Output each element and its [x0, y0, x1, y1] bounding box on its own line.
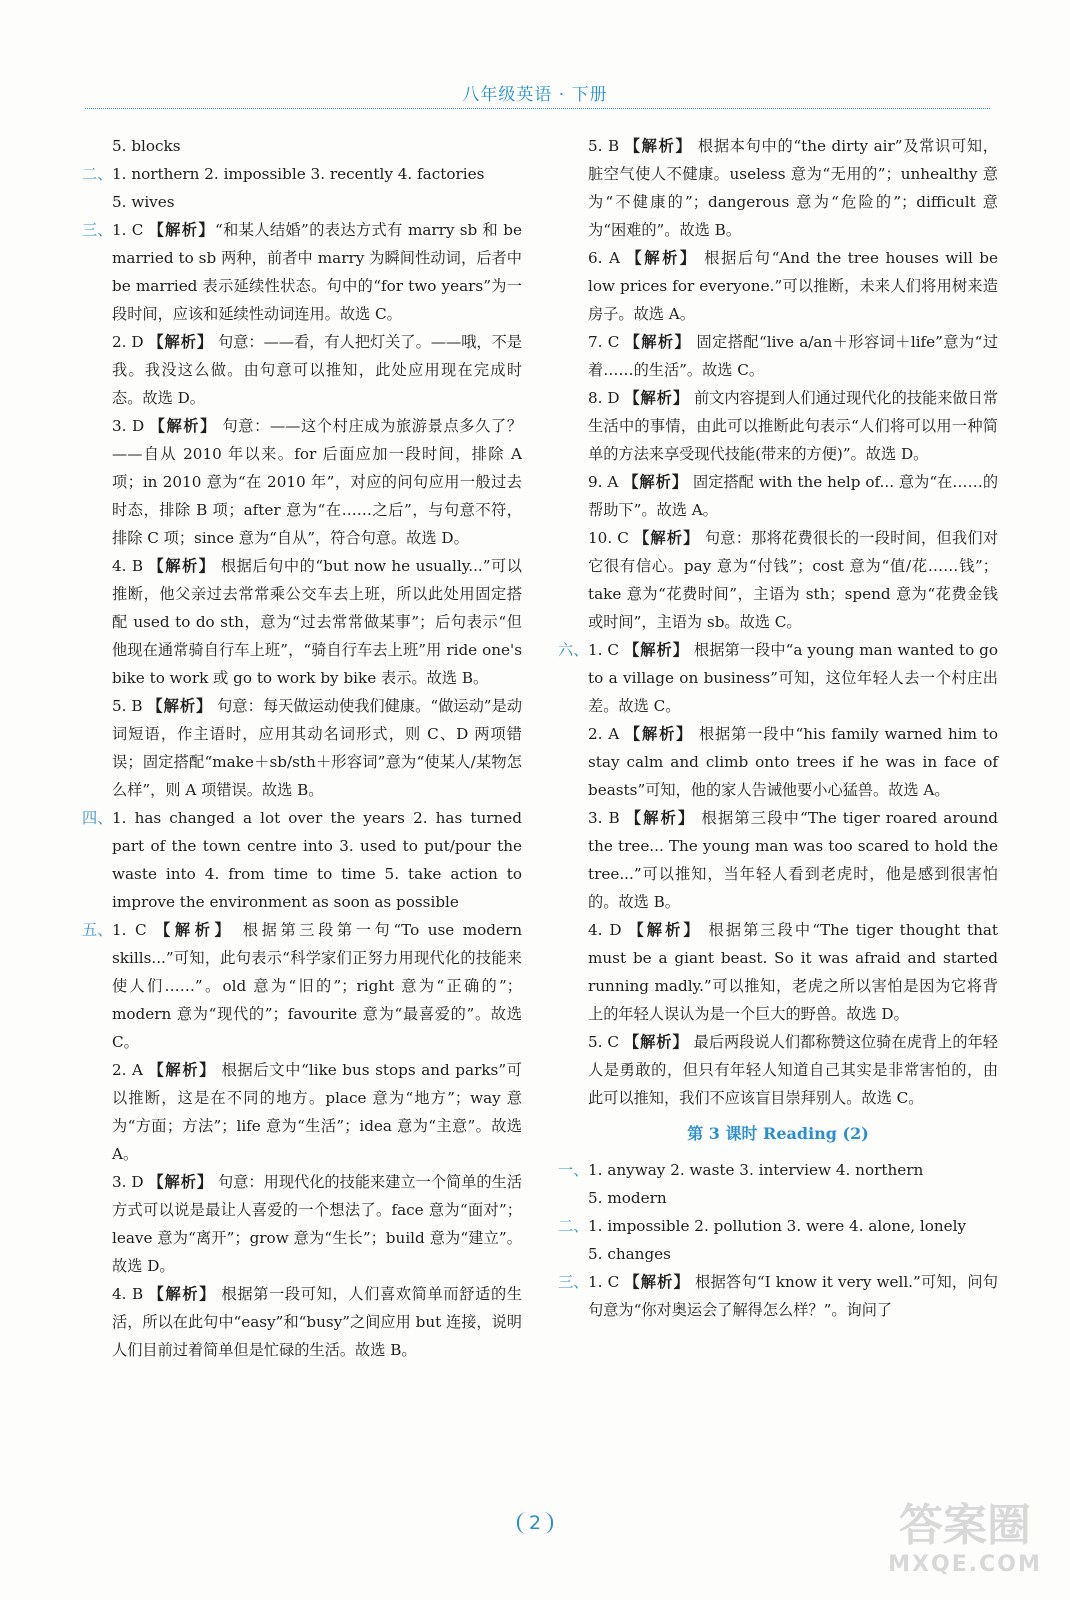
answer-text: 3. B 【解析】 根据第三段中“The tiger roared around the tree... The young man was too scared to hold the tree...”可以推知，当年轻人看到老虎时，他是感到很害怕的。故选 B。 — [588, 809, 999, 911]
answer-item — [82, 804, 522, 916]
answer-item — [82, 188, 522, 216]
answer-item — [82, 916, 522, 1056]
analysis-tag: 【解析】 — [147, 697, 213, 715]
section-number: 五、 — [82, 921, 113, 939]
answer-text: 3. D 【解析】 句意：——这个村庄成为旅游景点多久了？——自从 2010 年以来。for 后面应加一段时间，排除 A 项；in 2010 意为“在 2010 年”，对应的问句应用一般过去时态，排除 B 项；after 意为“在……之后”，与句意不符，排除 C 项；since 意为“自从”，符合句意。故选 D。 — [112, 417, 523, 547]
answer-item — [82, 552, 522, 692]
analysis-tag: 【解析】 — [623, 641, 690, 659]
analysis-tag: 【解析】 — [148, 557, 216, 575]
answer-item — [558, 468, 998, 524]
analysis-tag: 【解析】 — [149, 417, 217, 435]
answer-text: 5. C 【解析】 最后两段说人们都称赞这位骑在虎背上的年轻人是勇敢的，但只有年轻人知道自己其实是非常害怕的，由此可以推知，我们不应该盲目崇拜别人。故选 C。 — [588, 1033, 998, 1107]
answer-item — [558, 524, 998, 636]
analysis-tag: 【解析】 — [624, 1273, 691, 1291]
analysis-tag: 【解析】 — [633, 529, 700, 547]
analysis-tag: 【解析】 — [624, 333, 692, 351]
answer-text: 5. B 【解析】 根据本句中的“the dirty air”及常识可知，脏空气使人不健康。useless 意为“无用的”；unhealthy 意为“不健康的”；dangerous 意为“危险的”；difficult 意为“困难的”。故选 B。 — [588, 137, 998, 239]
watermark-logo — [870, 1500, 1060, 1595]
answer-item — [558, 1156, 998, 1184]
answer-item — [558, 1212, 998, 1240]
answer-item — [82, 1280, 522, 1364]
answer-text: 2. A 【解析】 根据第一段中“his family warned him to stay calm and climb onto trees if he was in face of beasts”可知，他的家人告诫他要小心猛兽。故选 A。 — [588, 725, 998, 799]
analysis-tag: 【解析】 — [155, 921, 235, 939]
analysis-tag: 【解析】 — [148, 1285, 217, 1303]
section-number: 四、 — [82, 809, 113, 827]
analysis-tag: 【解析】 — [148, 333, 214, 351]
section-number: 三、 — [82, 221, 113, 239]
running-header: 八年级英语 · 下册 — [462, 85, 608, 105]
answer-item — [82, 132, 522, 160]
answer-text: 1. northern 2. impossible 3. recently 4. factories — [112, 165, 485, 183]
answer-text: 10. C 【解析】 句意：那将花费很长的一段时间，但我们对它很有信心。pay 意为“付钱”；cost 意为“值/花……钱”；take 意为“花费时间”，主语为 sth；spend 意为“花费金钱或时间”，主语为 sb。故选 C。 — [588, 529, 999, 631]
answer-item — [82, 412, 522, 552]
right-column — [558, 132, 998, 1324]
answer-item — [558, 132, 998, 244]
answer-text: 6. A 【解析】 根据后句“And the tree houses will be low prices for everyone.”可以推断，未来人们将用树来造房子。故选 A。 — [588, 249, 999, 323]
analysis-tag: 【解析】 — [626, 249, 698, 267]
analysis-tag: 【解析】 — [624, 725, 694, 743]
analysis-tag: 【解析】 — [148, 221, 215, 239]
page-number-text: 2 — [517, 1512, 553, 1534]
answer-item — [82, 692, 522, 804]
analysis-tag: 【解析】 — [628, 921, 702, 939]
section-number: 二、 — [558, 1217, 589, 1235]
answer-text: 1. C 【解析】 根据第一段中“a young man wanted to go to a village on business”可知，这位年轻人去一个村庄出差。故选 C。 — [588, 641, 998, 715]
answer-item — [558, 1028, 998, 1112]
watermark-line1: 答案圈 — [899, 1500, 1031, 1551]
section-title: 第 3 课时 Reading (2) — [687, 1124, 869, 1143]
answer-text: 3. D 【解析】 句意：用现代化的技能来建立一个简单的生活方式可以说是最让人喜爱的一个想法了。face 意为“面对”；leave 意为“离开”；grow 意为“生长”；build 意为“建立”。故选 D。 — [112, 1173, 523, 1275]
answer-item — [558, 244, 998, 328]
section-number: 二、 — [82, 165, 113, 183]
section-number: 三、 — [558, 1273, 589, 1291]
answer-text: 2. A 【解析】 根据后文中“like bus stops and parks”可以推断，这是在不同的地方。place 意为“地方”；way 意为“方面；方法”；life 意为“生活”；idea 意为“主意”。故选 A。 — [112, 1061, 522, 1163]
answer-item — [558, 384, 998, 468]
answer-item — [558, 720, 998, 804]
answer-item — [82, 216, 522, 328]
answer-item — [558, 804, 998, 916]
answer-text: 1. C 【解析】 根据答句“I know it very well.”可知，问句句意为“你对奥运会了解得怎么样？”。询问了 — [588, 1273, 998, 1319]
answer-text: 4. D 【解析】 根据第三段中“The tiger thought that must be a giant beast. So it was afraid and started running madly.”可以推知，老虎之所以害怕是因为它将背上的年轻人误认为是一个巨大的野兽。故选 D。 — [588, 921, 999, 1023]
answer-text: 2. D 【解析】 句意：——看，有人把灯关了。——哦，不是我。我没这么做。由句意可以推知，此处应用现在完成时态。故选 D。 — [112, 333, 523, 407]
answer-item — [82, 1168, 522, 1280]
analysis-tag: 【解析】 — [623, 1033, 689, 1051]
section-number: 六、 — [558, 641, 589, 659]
analysis-tag: 【解析】 — [625, 809, 696, 827]
answer-item — [558, 328, 998, 384]
answer-item — [82, 160, 522, 188]
answer-item — [558, 1268, 998, 1324]
analysis-tag: 【解析】 — [623, 473, 689, 491]
answer-text: 4. B 【解析】 根据后句中的“but now he usually...”可以推断，他父亲过去常常乘公交车去上班，所以此处用固定搭配 used to do sth，意为“过去常常做某事”；后句表示“但他现在通常骑自行车上班”，“骑自行车去上班”用 ride one's bike to work 或 go to work by bike 表示。故选 B。 — [112, 557, 522, 687]
answer-item — [82, 1056, 522, 1168]
analysis-tag: 【解析】 — [624, 137, 693, 155]
answer-text: 4. B 【解析】 根据第一段可知，人们喜欢简单而舒适的生活，所以在此句中“easy”和“busy”之间应用 but 连接，说明人们目前过着简单但是忙碌的生活。故选 B。 — [112, 1285, 523, 1359]
answer-text: 1. anyway 2. waste 3. interview 4. northern — [588, 1161, 924, 1179]
section-number: 一、 — [558, 1161, 589, 1179]
answer-text: 7. C 【解析】 固定搭配“live a/an＋形容词＋life”意为“过着……的生活”。故选 C。 — [588, 333, 999, 379]
answer-item — [82, 328, 522, 412]
answer-item — [558, 916, 998, 1028]
watermark-line2: MXQE.COM — [888, 1552, 1042, 1577]
answer-text: 1. has changed a lot over the years 2. has turned part of the town centre into 3. used to put/pour the waste into 4. from time to time 5. take action to improve the environment as soon as possible — [112, 809, 522, 911]
answer-text: 8. D 【解析】 前文内容提到人们通过现代化的技能来做日常生活中的事情，由此可以推断此句表示“人们将可以用一种简单的方法来享受现代技能(带来的方便)”。故选 D。 — [588, 389, 999, 463]
header-divider — [85, 108, 990, 109]
analysis-tag: 【解析】 — [624, 389, 690, 407]
answer-text: 5. modern — [588, 1189, 667, 1207]
answer-text: 5. blocks — [112, 137, 181, 155]
answer-text: 1. C 【解析】 根据第三段第一句“To use modern skills...”可知，此句表示“科学家们正努力用现代化的技能来使人们……”。old 意为“旧的”；right 意为“正确的”；modern 意为“现代的”；favourite 意为“最喜爱的”。故选 C。 — [112, 921, 523, 1051]
answer-text: 5. B 【解析】 句意：每天做运动使我们健康。“做运动”是动词短语，作主语时，应用其动名词形式，则 C、D 两项错误；固定搭配“make＋sb/sth＋形容词”意为“使某人/某物怎么样”，则 A 项错误。故选 B。 — [112, 697, 523, 799]
answer-item — [558, 636, 998, 720]
analysis-tag: 【解析】 — [148, 1061, 217, 1079]
left-column — [82, 132, 522, 1364]
analysis-tag: 【解析】 — [148, 1173, 214, 1191]
answer-text: 5. changes — [588, 1245, 671, 1263]
answer-text: 5. wives — [112, 193, 175, 211]
answer-text: 1. C 【解析】“和某人结婚”的表达方式有 marry sb 和 be married to sb 两种，前者中 marry 为瞬间性动词，后者中 be married 表示延续性状态。句中的“for two years”为一段时间，应该和延续性动词连用。故选 C。 — [112, 221, 523, 323]
answer-text: 9. A 【解析】 固定搭配 with the help of... 意为“在……的帮助下”。故选 A。 — [588, 473, 999, 519]
answer-item — [558, 1240, 998, 1268]
answer-text: 1. impossible 2. pollution 3. were 4. alone, lonely — [588, 1217, 967, 1235]
answer-item — [558, 1184, 998, 1212]
